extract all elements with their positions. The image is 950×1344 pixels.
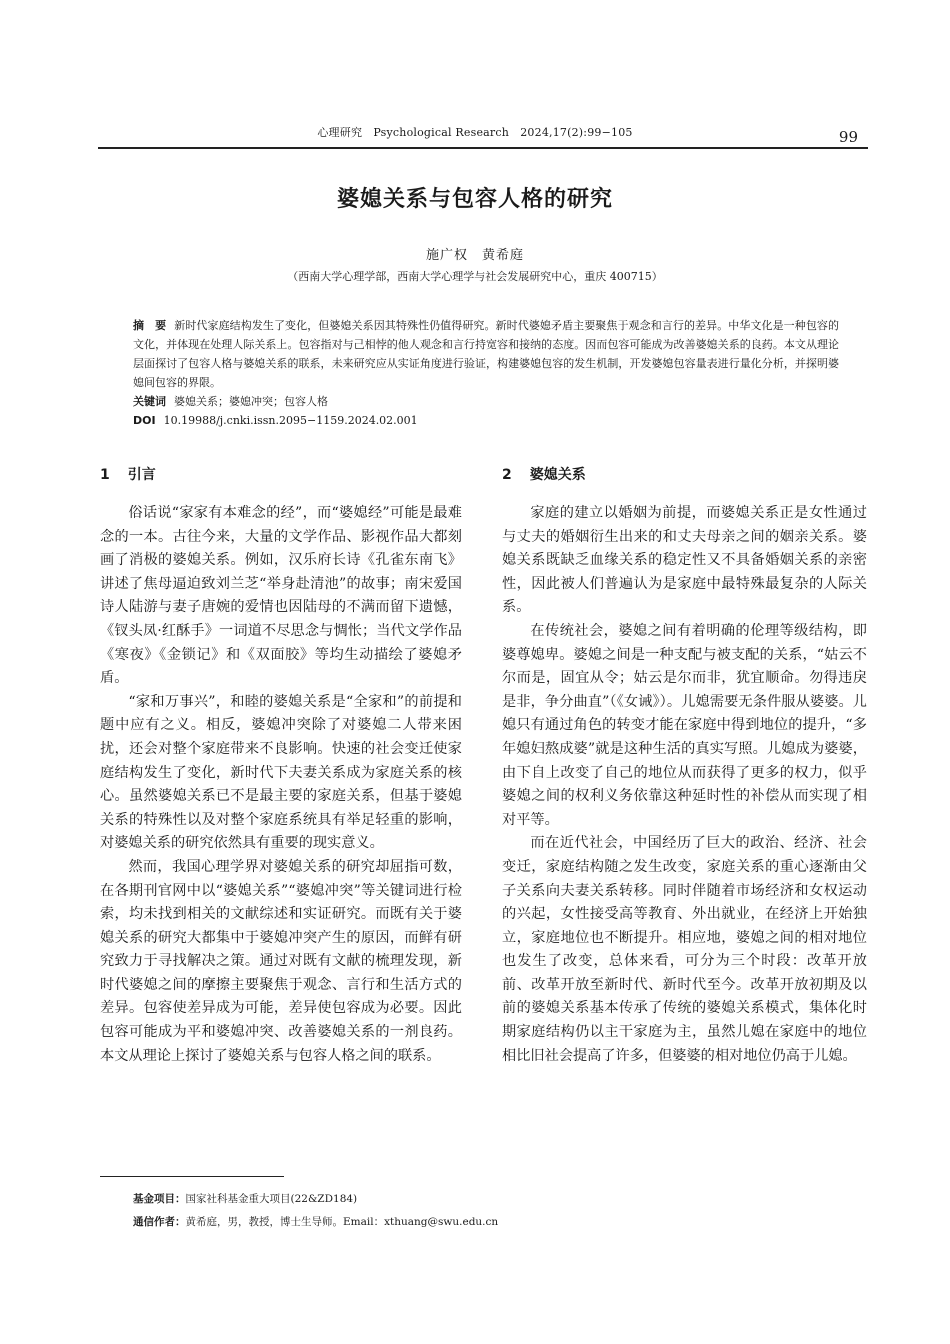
keywords-label: 关键词	[133, 395, 166, 408]
section-number: 2	[502, 467, 512, 483]
article-title: 婆媳关系与包容人格的研究	[336, 187, 613, 212]
paragraph: 俗话说“家家有本难念的经”，而“婆媳经”可能是最难念的一本。古往今来，大量的文学作品、影视作品大都刻画了消极的婆媳关系。例如，汉乐府长诗《孔雀东南飞》讲述了焦母逼迫致刘兰芝“举身赴清池”的故事；南宋爱国诗人陆游与妻子唐婉的爱情也因陆母的不满而留下遗憾，《钗头凤·红酥手》一词道不尽思念与惆怅；当代文学作品《寒夜》《金锁记》和《双面胶》等均生动描绘了婆媳矛盾。	[100, 505, 462, 687]
footnotes	[133, 1188, 833, 1234]
left-column	[100, 464, 462, 1068]
section-title: 婆媳关系	[529, 467, 586, 483]
abstract-text: 新时代家庭结构发生了变化，但婆媳关系因其特殊性仍值得研究。新时代婆媳矛盾主要聚焦于观念和言行的差异。中华文化是一种包容的文化，并体现在处理人际关系上。包容指对与己相悖的他人观念和言行持宽容和接纳的态度。因而包容可能成为改善婆媳关系的良药。本文从理论层面探讨了包容人格与婆媳关系的联系，未来研究应从实证角度进行验证，构建婆媳包容的发生机制，开发婆媳包容量表进行量化分析，并探明婆媳间包容的界限。	[133, 319, 840, 389]
paragraph: 然而，我国心理学界对婆媳关系的研究却屈指可数，在各期刊官网中以“婆媳关系”“婆媳冲突”等关键词进行检索，均未找到相关的文献综述和实证研究。而既有关于婆媳关系的研究大都集中于婆媳冲突产生的原因，而鲜有研究致力于寻找解决之策。通过对既有文献的梳理发现，新时代婆媳之间的摩擦主要聚焦于观念、言行和生活方式的差异。包容使差异成为可能，差异使包容成为必要。因此包容可能成为平和婆媳冲突、改善婆媳关系的一剂良药。本文从理论上探讨了婆媳关系与包容人格之间的联系。	[100, 858, 462, 1064]
funding-note	[133, 1188, 833, 1211]
abstract	[133, 316, 839, 392]
paragraph: 家庭的建立以婚姻为前提，而婆媳关系正是女性通过与丈夫的婚姻衍生出来的和丈夫母亲之间的姻亲关系。婆媳关系既缺乏血缘关系的稳定性又不具备婚姻关系的亲密性，因此被人们普遍认为是家庭中最特殊最复杂的人际关系。	[502, 505, 867, 616]
section-title: 引言	[127, 467, 156, 483]
funding-text: 国家社科基金重大项目(22&ZD184)	[185, 1193, 358, 1205]
paragraph: 在传统社会，婆媳之间有着明确的伦理等级结构，即婆尊媳卑。婆媳之间是一种支配与被支配的关系，“姑云不尔而是，固宜从令；姑云是尔而非，犹宜顺命。勿得违戾是非，争分曲直”（《女诫》）。儿媳需要无条件服从婆婆。儿媳只有通过角色的转变才能在家庭中得到地位的提升，“多年媳妇熬成婆”就是这种生活的真实写照。儿媳成为婆婆，由下自上改变了自己的地位从而获得了更多的权力，似乎婆媳之间的权利义务依靠这种延时性的补偿从而实现了相对平等。	[502, 622, 867, 828]
affiliation: （西南大学心理学部，西南大学心理学与社会发展研究中心，重庆 400715）	[287, 270, 663, 283]
paragraph: “家和万事兴”，和睦的婆媳关系是“全家和”的前提和题中应有之义。相反，婆媳冲突除了对婆媳二人带来困扰，还会对整个家庭带来不良影响。快速的社会变迁使家庭结构发生了变化，新时代下夫妻关系成为家庭关系的核心。虽然婆媳关系已不是最主要的家庭关系，但基于婆媳关系的特殊性以及对整个家庭系统具有举足轻重的影响，对婆媳关系的研究依然具有重要的现实意义。	[100, 693, 462, 852]
doi-label: DOI	[133, 414, 156, 427]
page-number: 99	[838, 128, 858, 146]
right-column	[502, 464, 867, 1068]
header-rule	[98, 147, 868, 149]
section-heading-relation	[502, 464, 867, 486]
doi	[133, 411, 839, 430]
paragraph: 而在近代社会，中国经历了巨大的政治、经济、社会变迁，家庭结构随之发生改变，家庭关系的重心逐渐由父子关系向夫妻关系转移。同时伴随着市场经济和女权运动的兴起，女性接受高等教育、外出就业，在经济上开始独立，家庭地位也不断提升。相应地，婆媳之间的相对地位也发生了改变，总体来看，可分为三个时段：改革开放前、改革开放至新时代、新时代至今。改革开放初期及以前的婆媳关系基本传承了传统的婆媳关系模式，集体化时期家庭结构仍以主干家庭为主，虽然儿媳在家庭中的地位相比旧社会提高了许多，但婆婆的相对地位仍高于儿媳。	[502, 835, 867, 1064]
keywords	[133, 392, 839, 411]
keywords-text: 婆媳关系；婆媳冲突；包容人格	[174, 395, 328, 408]
abstract-label: 摘 要	[133, 319, 167, 332]
section-number: 1	[100, 467, 110, 483]
funding-label: 基金项目：	[133, 1193, 186, 1205]
corresponding-text: 黄希庭，男，教授，博士生导师。Email：xthuang@swu.edu.cn	[185, 1216, 499, 1228]
doi-text: 10.19988/j.cnki.issn.2095−1159.2024.02.001	[163, 414, 418, 427]
corresponding-label: 通信作者：	[133, 1216, 186, 1228]
abstract-block	[133, 316, 839, 430]
corresponding-author-note	[133, 1211, 833, 1234]
authors: 施广权 黄希庭	[425, 248, 524, 263]
footnote-rule	[100, 1176, 284, 1177]
section-heading-intro	[100, 464, 462, 486]
running-head: 心理研究 Psychological Research 2024,17(2):99−105	[317, 126, 633, 139]
